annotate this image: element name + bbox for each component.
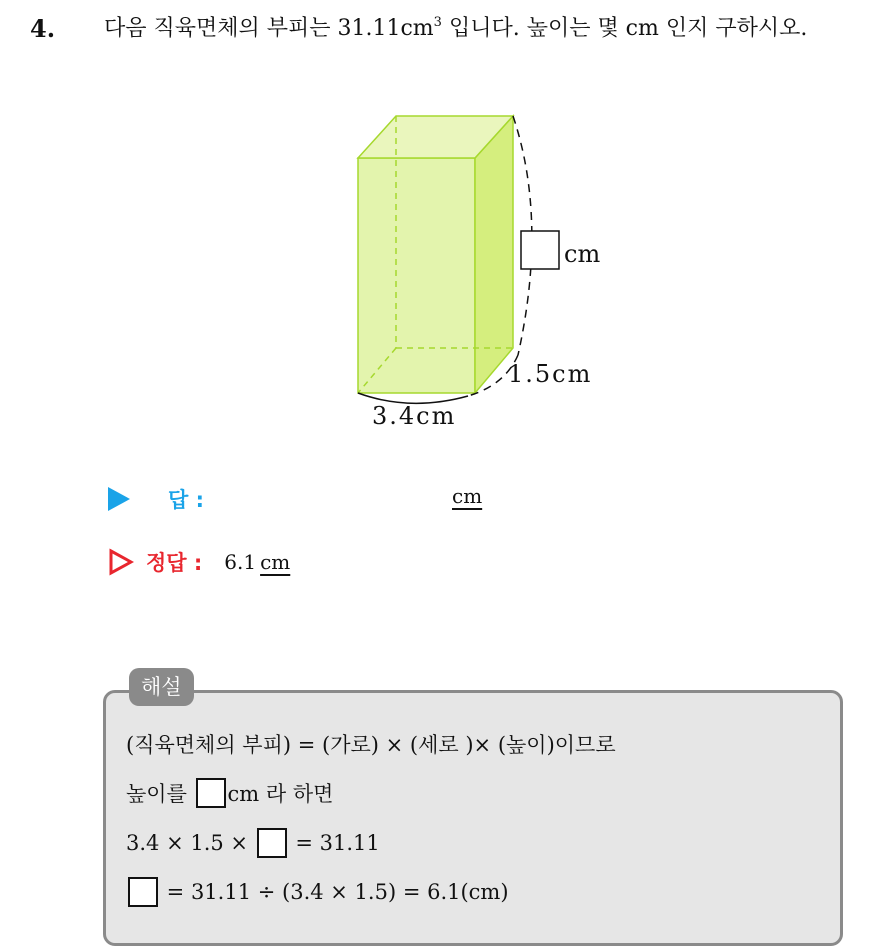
correct-answer-value: 6.1 [224, 550, 257, 574]
explanation-line-4-after: = 31.11 ÷ (3.4 × 1.5) = 6.1(cm) [160, 880, 509, 904]
explanation-line-3-before: 3.4 × 1.5 × [126, 831, 255, 855]
answer-row [108, 482, 204, 516]
question-text-before: 다음 직육면체의 부피는 31.11cm [104, 16, 434, 41]
explanation-line-4 [126, 875, 509, 909]
explanation-line-3 [126, 826, 380, 860]
answer-unit: cm [452, 484, 483, 508]
question-text [104, 12, 864, 46]
explanation-line-1: (직육면체의 부피) = (가로) × (세로 )× (높이)이므로 [126, 733, 616, 757]
explanation-tag: 해설 [129, 668, 194, 706]
explanation-line-2-after: cm 라 하면 [227, 782, 334, 806]
cuboid-figure [340, 100, 620, 440]
outline-triangle-icon [108, 548, 134, 576]
question-number: 4. [30, 14, 56, 43]
explanation-line-2 [126, 776, 333, 810]
blank-box [128, 877, 158, 907]
blank-box [257, 828, 287, 858]
correct-answer-row [108, 545, 290, 579]
superscript-three: 3 [433, 15, 442, 30]
answer-label: 답 : [168, 488, 204, 512]
play-triangle-icon [108, 487, 130, 511]
explanation-line-3-after: = 31.11 [288, 831, 380, 855]
height-answer-box [521, 231, 559, 269]
question-text-after: 입니다. 높이는 몇 cm 인지 구하시오. [441, 16, 808, 41]
explanation-line-2-before: 높이를 [126, 782, 194, 806]
blank-box [196, 778, 226, 808]
height-unit-label: cm [564, 240, 601, 268]
correct-answer-label: 정답 : [146, 551, 203, 575]
cuboid-front-face [358, 158, 475, 393]
width-label: 3.4cm [372, 402, 457, 430]
cuboid-right-face [475, 116, 513, 393]
depth-label: 1.5cm [508, 360, 593, 388]
correct-answer-unit: cm [260, 550, 291, 574]
